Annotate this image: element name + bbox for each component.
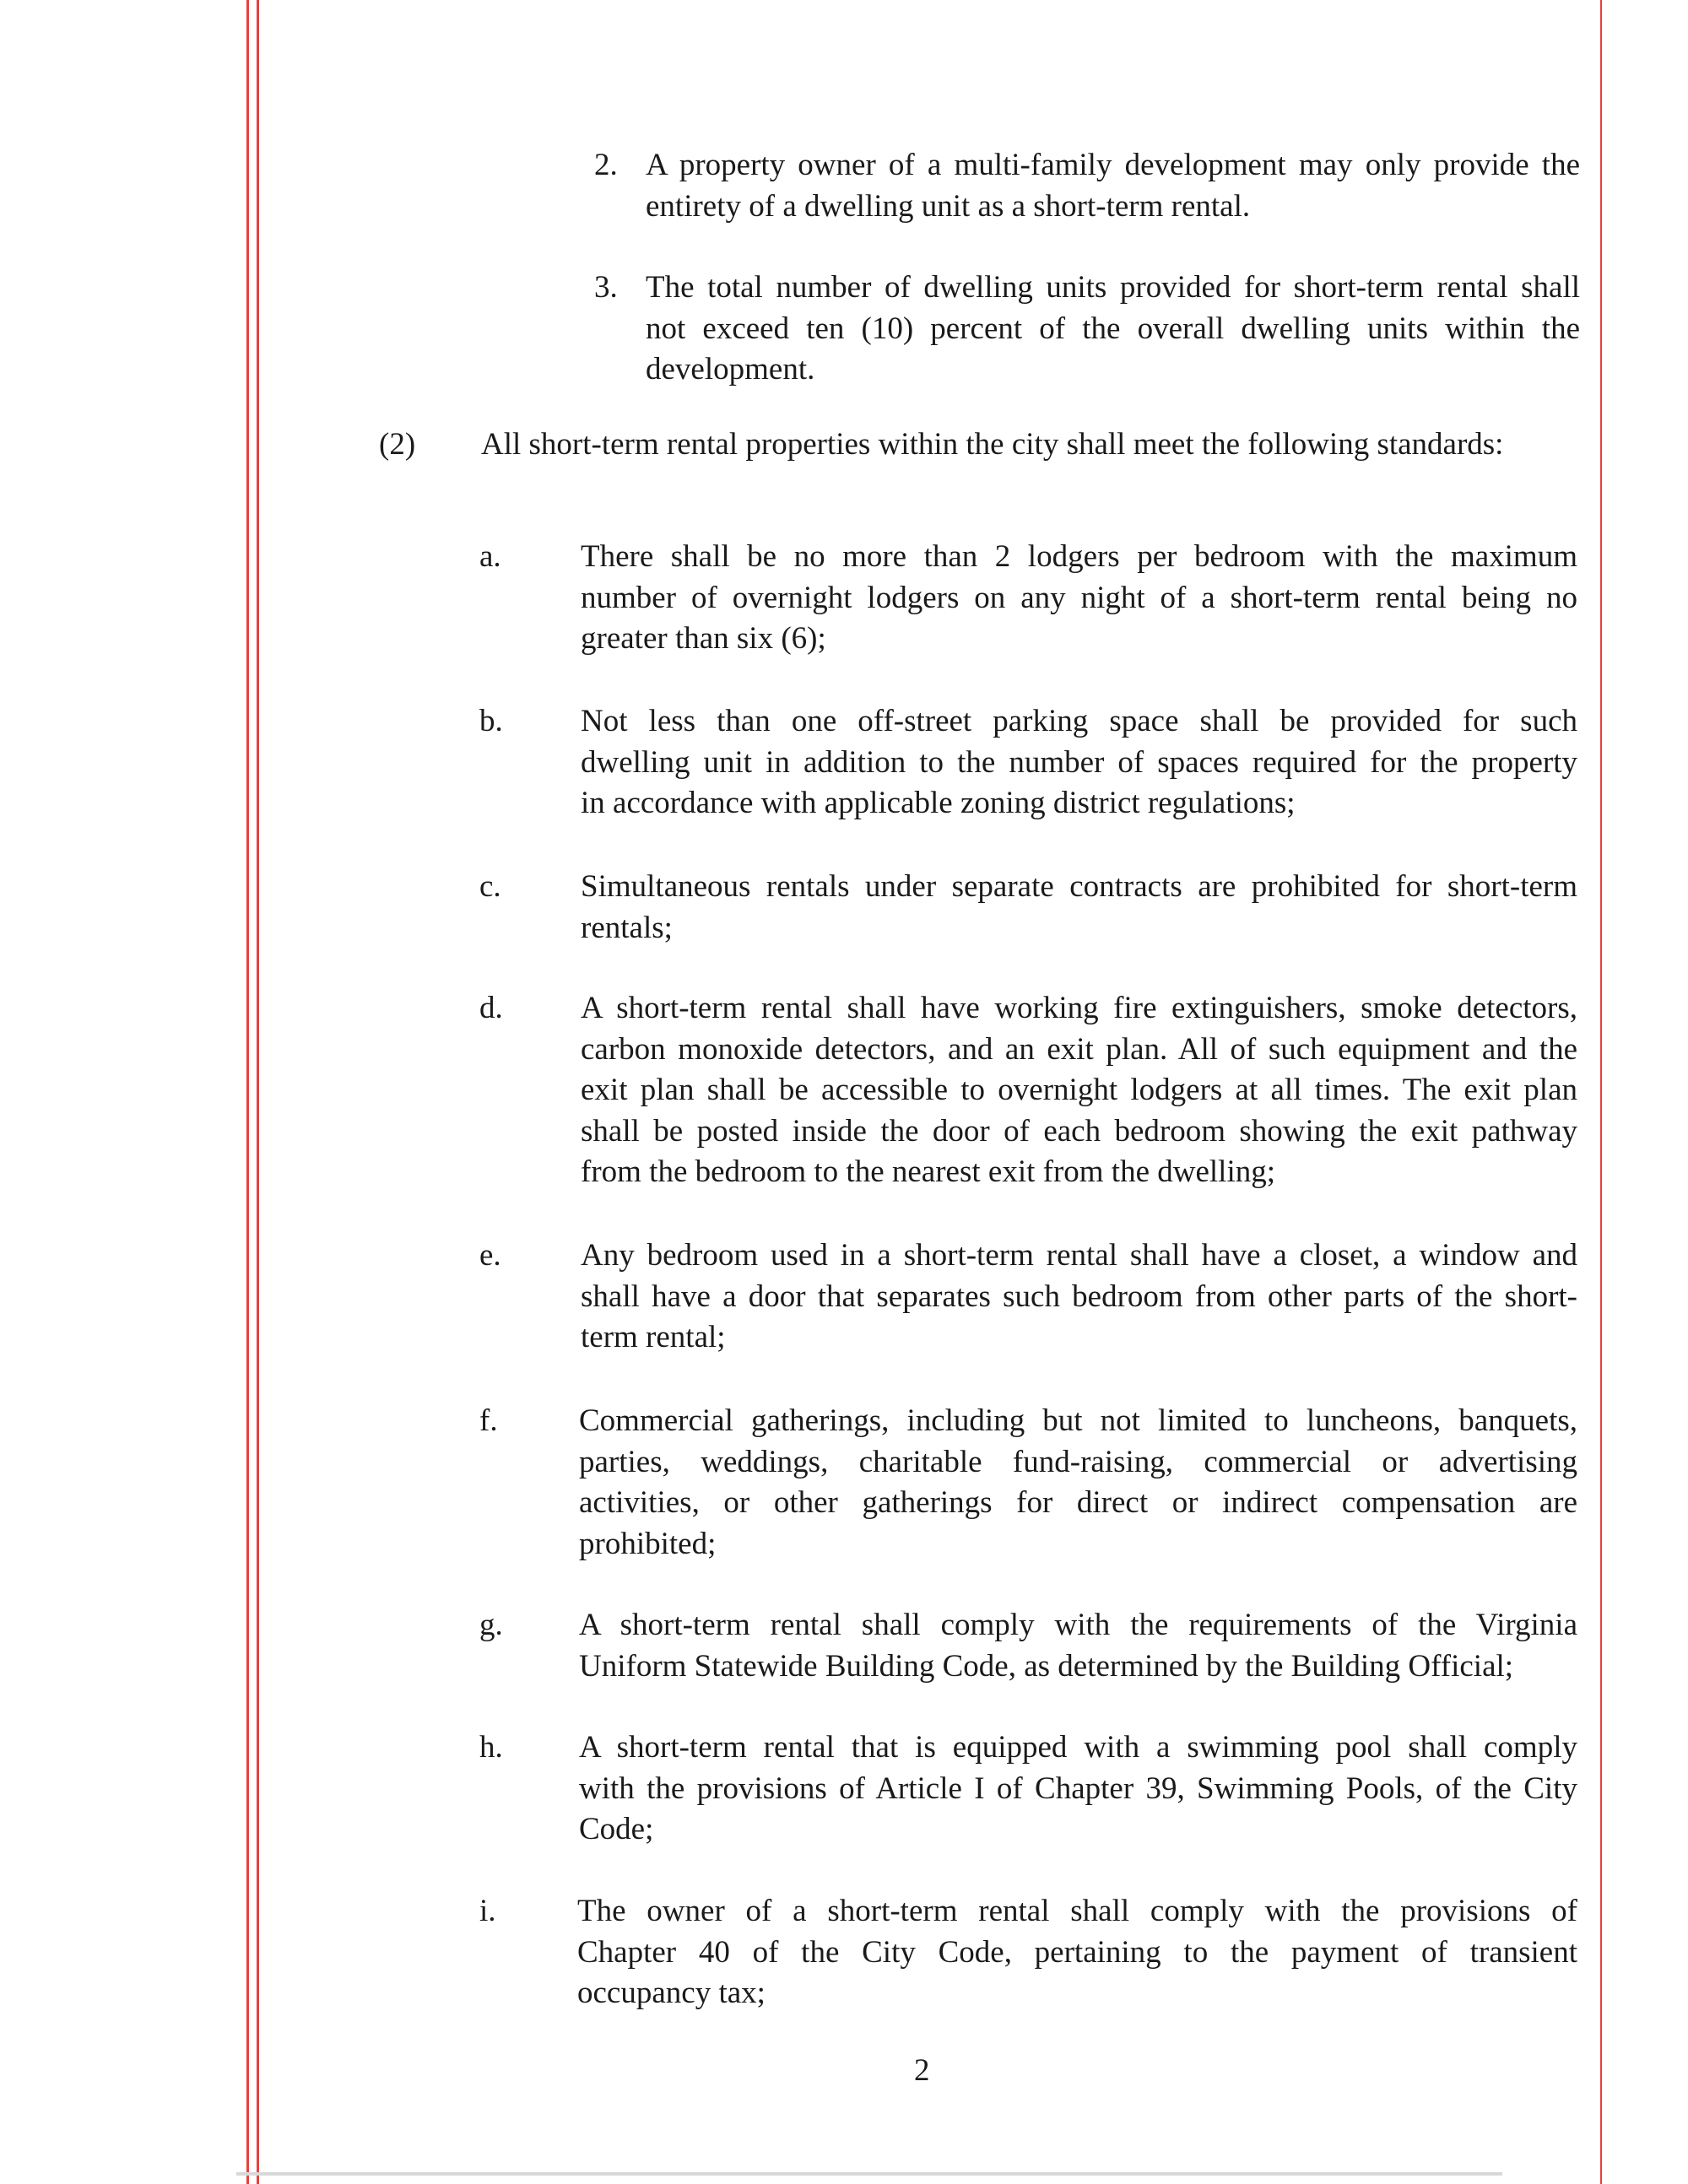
item-label: a.	[479, 539, 501, 574]
text-line: number of overnight lodgers on any night of a short-term rental being no	[581, 580, 1577, 615]
text-line: carbon monoxide detectors, and an exit plan. All of such equipment and the	[581, 1031, 1577, 1067]
item-paragraph	[579, 1401, 1577, 1565]
page-edge	[236, 2172, 1502, 2176]
item-paragraph	[581, 988, 1577, 1193]
item-label: 2.	[594, 148, 618, 182]
text-line: rentals;	[581, 910, 673, 945]
item-label: f.	[479, 1403, 498, 1438]
text-line: There shall be no more than 2 lodgers per bedroom with the maximum	[581, 539, 1577, 574]
text-line: development.	[646, 352, 815, 387]
text-line: A short-term rental that is equipped with a swimming pool shall comply	[579, 1730, 1577, 1765]
text-line: shall be posted inside the door of each bedroom showing the exit pathway	[581, 1113, 1577, 1149]
text-line: in accordance with applicable zoning district regulations;	[581, 786, 1296, 820]
text-line: occupancy tax;	[577, 1976, 766, 2010]
text-line: exit plan shall be accessible to overnight lodgers at all times. The exit plan	[581, 1073, 1577, 1107]
text-line: Any bedroom used in a short-term rental shall have a closet, a window and	[581, 1238, 1577, 1273]
text-line: dwelling unit in addition to the number of spaces required for the property	[581, 744, 1577, 780]
item-label: g.	[479, 1608, 503, 1642]
item-paragraph	[581, 867, 1577, 949]
text-line: activities, or other gatherings for direct or indirect compensation are	[579, 1485, 1577, 1520]
text-line: Commercial gatherings, including but not limited to luncheons, banquets,	[579, 1403, 1577, 1438]
item-label: b.	[479, 704, 503, 738]
text-line: Not less than one off-street parking space shall be provided for such	[581, 704, 1577, 738]
text-line: from the bedroom to the nearest exit from the dwelling;	[581, 1154, 1276, 1189]
text-line: The total number of dwelling units provided for short-term rental shall	[646, 270, 1580, 305]
text-line: prohibited;	[579, 1526, 717, 1561]
text-line: The owner of a short-term rental shall comply with the provisions of	[577, 1894, 1577, 1928]
right-margin-rule	[1600, 0, 1602, 2184]
left-margin-rule-outer	[246, 0, 249, 2184]
text-line: greater than six (6);	[581, 621, 826, 656]
item-label: c.	[479, 869, 501, 904]
item-paragraph	[646, 268, 1580, 391]
text-line: All short-term rental properties within the city shall meet the following standards:	[481, 427, 1504, 462]
item-label: 3.	[594, 270, 618, 305]
text-line: shall have a door that separates such bedroom from other parts of the short-	[581, 1279, 1577, 1314]
text-line: parties, weddings, charitable fund-raising, commercial or advertising	[579, 1444, 1577, 1479]
text-line: A short-term rental shall comply with the requirements of the Virginia	[579, 1608, 1577, 1642]
item-label: h.	[479, 1730, 503, 1765]
item-label: e.	[479, 1238, 501, 1273]
text-line: Chapter 40 of the City Code, pertaining to the payment of transient	[577, 1934, 1577, 1970]
item-paragraph	[581, 537, 1577, 660]
text-line: entirety of a dwelling unit as a short-term rental.	[646, 188, 1251, 224]
item-label: i.	[479, 1894, 496, 1928]
text-line: Simultaneous rentals under separate contracts are prohibited for short-term	[581, 869, 1577, 904]
item-paragraph	[581, 701, 1577, 824]
text-line: Code;	[579, 1812, 654, 1846]
text-line: A property owner of a multi-family development may only provide the	[646, 148, 1580, 182]
text-line: Uniform Statewide Building Code, as determined by the Building Official;	[579, 1648, 1514, 1684]
text-line: with the provisions of Article I of Chapter 39, Swimming Pools, of the City	[579, 1770, 1577, 1806]
page-number: 2	[914, 2053, 930, 2088]
item-paragraph	[646, 145, 1580, 227]
text-line: term rental;	[581, 1320, 726, 1354]
item-paragraph	[481, 424, 1578, 466]
item-paragraph	[579, 1605, 1577, 1687]
item-paragraph	[579, 1727, 1577, 1851]
text-line: A short-term rental shall have working fire extinguishers, smoke detectors,	[581, 991, 1577, 1025]
left-margin-rule-inner	[257, 0, 259, 2184]
text-line: not exceed ten (10) percent of the overall dwelling units within the	[646, 311, 1580, 346]
item-label: (2)	[379, 427, 416, 462]
item-paragraph	[581, 1235, 1577, 1359]
item-label: d.	[479, 991, 503, 1025]
item-paragraph	[577, 1891, 1577, 2014]
